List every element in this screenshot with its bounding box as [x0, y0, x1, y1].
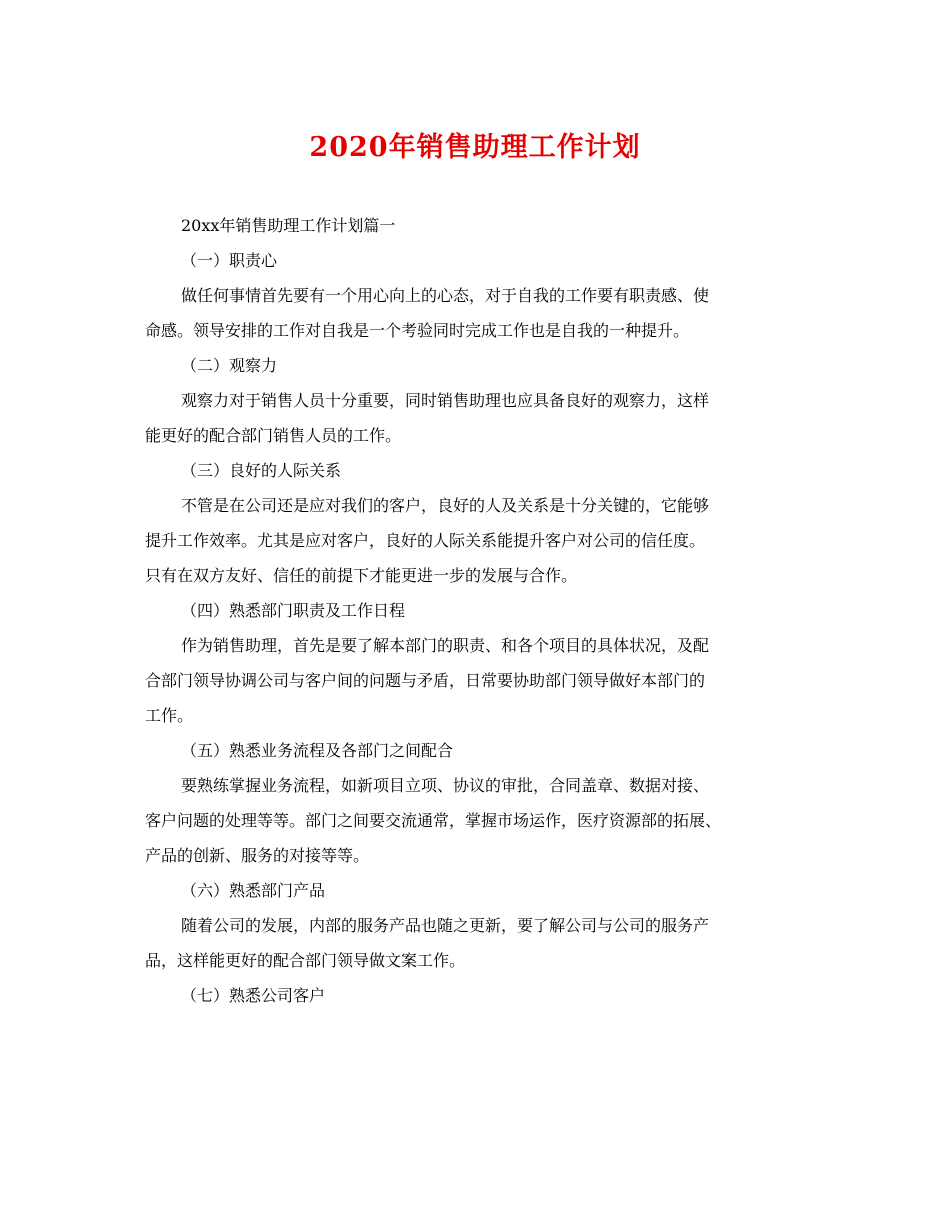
- section-heading-7: （七）熟悉公司客户: [181, 986, 326, 1005]
- paragraph-line: 随着公司的发展，内部的服务产品也随之更新，要了解公司与公司的服务产: [181, 916, 710, 935]
- section-intro-line: 20xx年销售助理工作计划篇一: [181, 216, 396, 235]
- section-heading-5: （五）熟悉业务流程及各部门之间配合: [181, 741, 454, 760]
- section-heading-1: （一）职责心: [181, 251, 278, 270]
- paragraph-line: 命感。领导安排的工作对自我是一个考验同时完成工作也是自我的一种提升。: [145, 321, 690, 340]
- paragraph-line: 观察力对于销售人员十分重要，同时销售助理也应具备良好的观察力，这样: [181, 391, 710, 410]
- section-heading-4: （四）熟悉部门职责及工作日程: [181, 601, 406, 620]
- paragraph-line: 合部门领导协调公司与客户间的问题与矛盾，日常要协助部门领导做好本部门的: [145, 671, 706, 690]
- section-heading-3: （三）良好的人际关系: [181, 461, 342, 480]
- paragraph-line: 不管是在公司还是应对我们的客户，良好的人及关系是十分关键的，它能够: [181, 496, 710, 515]
- document-title: 2020年销售助理工作计划: [309, 132, 641, 163]
- paragraph-line: 品，这样能更好的配合部门领导做文案工作。: [145, 951, 466, 970]
- paragraph-line: 做任何事情首先要有一个用心向上的心态，对于自我的工作要有职责感、使: [181, 286, 710, 305]
- paragraph-line: 作为销售助理，首先是要了解本部门的职责、和各个项目的具体状况，及配: [181, 636, 710, 655]
- section-heading-2: （二）观察力: [181, 356, 278, 375]
- paragraph-line: 客户问题的处理等等。部门之间要交流通常，掌握市场运作，医疗资源部的拓展、: [145, 811, 722, 830]
- paragraph-line: 能更好的配合部门销售人员的工作。: [145, 426, 402, 445]
- paragraph-line: 产品的创新、服务的对接等等。: [145, 846, 370, 865]
- section-heading-6: （六）熟悉部门产品: [181, 881, 326, 900]
- paragraph-line: 工作。: [145, 706, 194, 725]
- paragraph-line: 提升工作效率。尤其是应对客户，良好的人际关系能提升客户对公司的信任度。: [145, 531, 706, 550]
- paragraph-line: 要熟练掌握业务流程，如新项目立项、协议的审批，合同盖章、数据对接、: [181, 776, 710, 795]
- paragraph-line: 只有在双方友好、信任的前提下才能更进一步的发展与合作。: [145, 566, 578, 585]
- document-body: [145, 208, 805, 1013]
